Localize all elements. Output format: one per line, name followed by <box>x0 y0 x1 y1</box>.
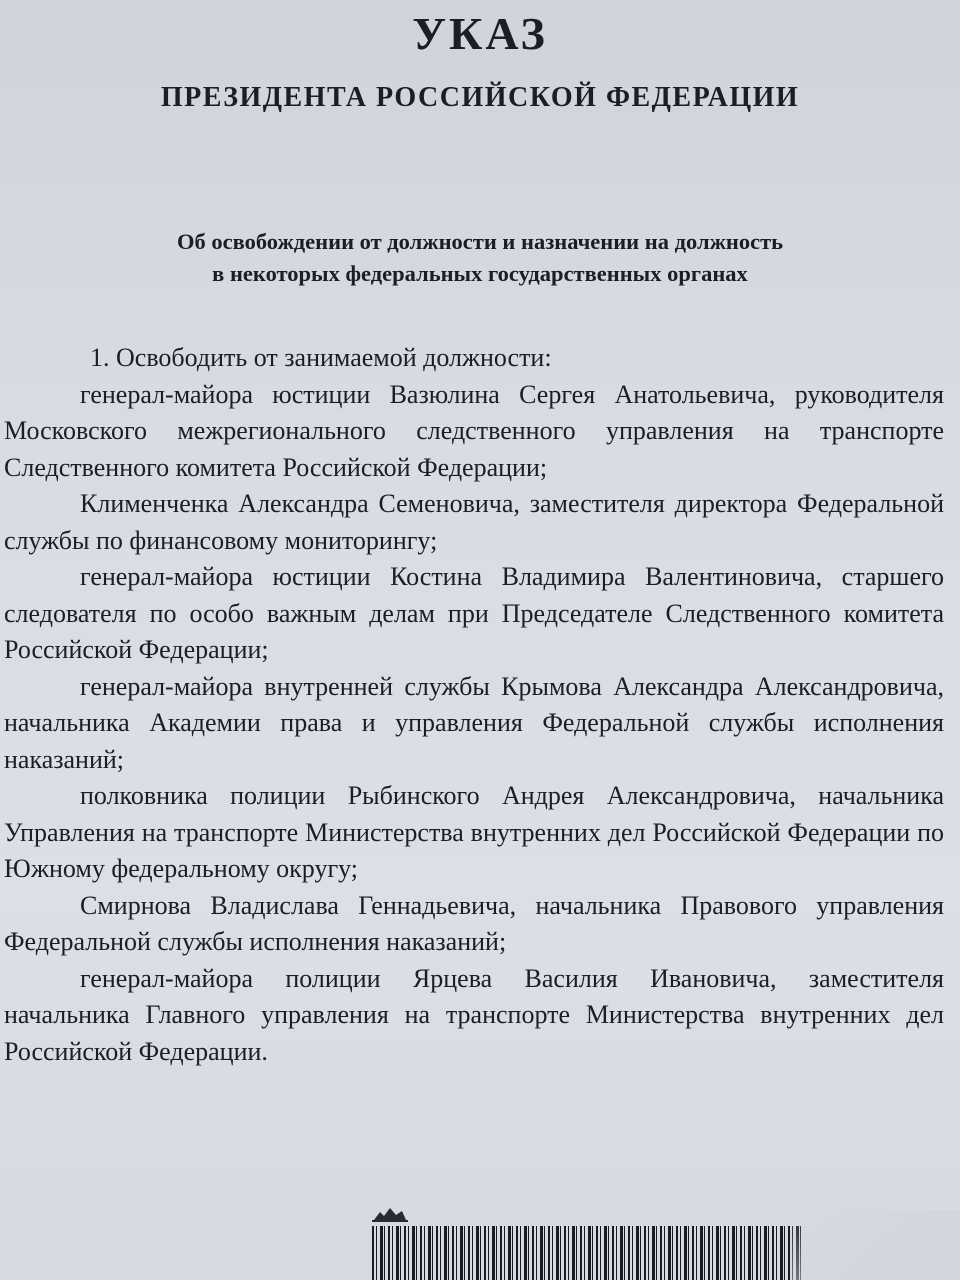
page-corner-shadow <box>790 1210 960 1280</box>
decree-heading <box>0 226 960 290</box>
emblem-mark-icon <box>370 1202 410 1224</box>
barcode <box>372 1226 802 1280</box>
heading-line-2: в некоторых федеральных государственных органах <box>212 261 748 286</box>
paragraph-yartsev: генерал-майора полиции Ярцева Василия Ивановича, заместителя начальника Главного управления на транспорте Министерства внутренних дел Российской Федерации. <box>4 963 944 1066</box>
paragraph-vazyulin: генерал-майора юстиции Вазюлина Сергея Анатольевича, руководителя Московского межрегионального следственного управления на транспорте Следственного комитета Российской Федерации; <box>4 379 944 482</box>
decree-title: УКАЗ <box>412 8 548 59</box>
paragraph-smirnov: Смирнова Владислава Геннадьевича, начальника Правового управления Федеральной службы исполнения наказаний; <box>4 890 944 956</box>
decree-subtitle: ПРЕЗИДЕНТА РОССИЙСКОЙ ФЕДЕРАЦИИ <box>160 82 800 113</box>
paragraph-klimenchenok: Клименченка Александра Семеновича, заместителя директора Федеральной службы по финансовому мониторингу; <box>4 489 944 555</box>
decree-body <box>4 340 944 1070</box>
item-1-intro: 1. Освободить от занимаемой должности: <box>90 343 552 372</box>
paragraph-kostin: генерал-майора юстиции Костина Владимира Валентиновича, старшего следователя по особо важным делам при Председателе Следственного комитета Российской Федерации; <box>4 562 944 664</box>
heading-line-1: Об освобождении от должности и назначении на должность <box>176 229 784 254</box>
paragraph-rybinsky: полковника полиции Рыбинского Андрея Александровича, начальника Управления на транспорте Министерства внутренних дел Российской Федерации по Южному федеральному округу; <box>4 781 944 883</box>
paragraph-krymov: генерал-майора внутренней службы Крымова Александра Александровича, начальника Академии права и управления Федеральной службы исполнения наказаний; <box>4 671 944 774</box>
